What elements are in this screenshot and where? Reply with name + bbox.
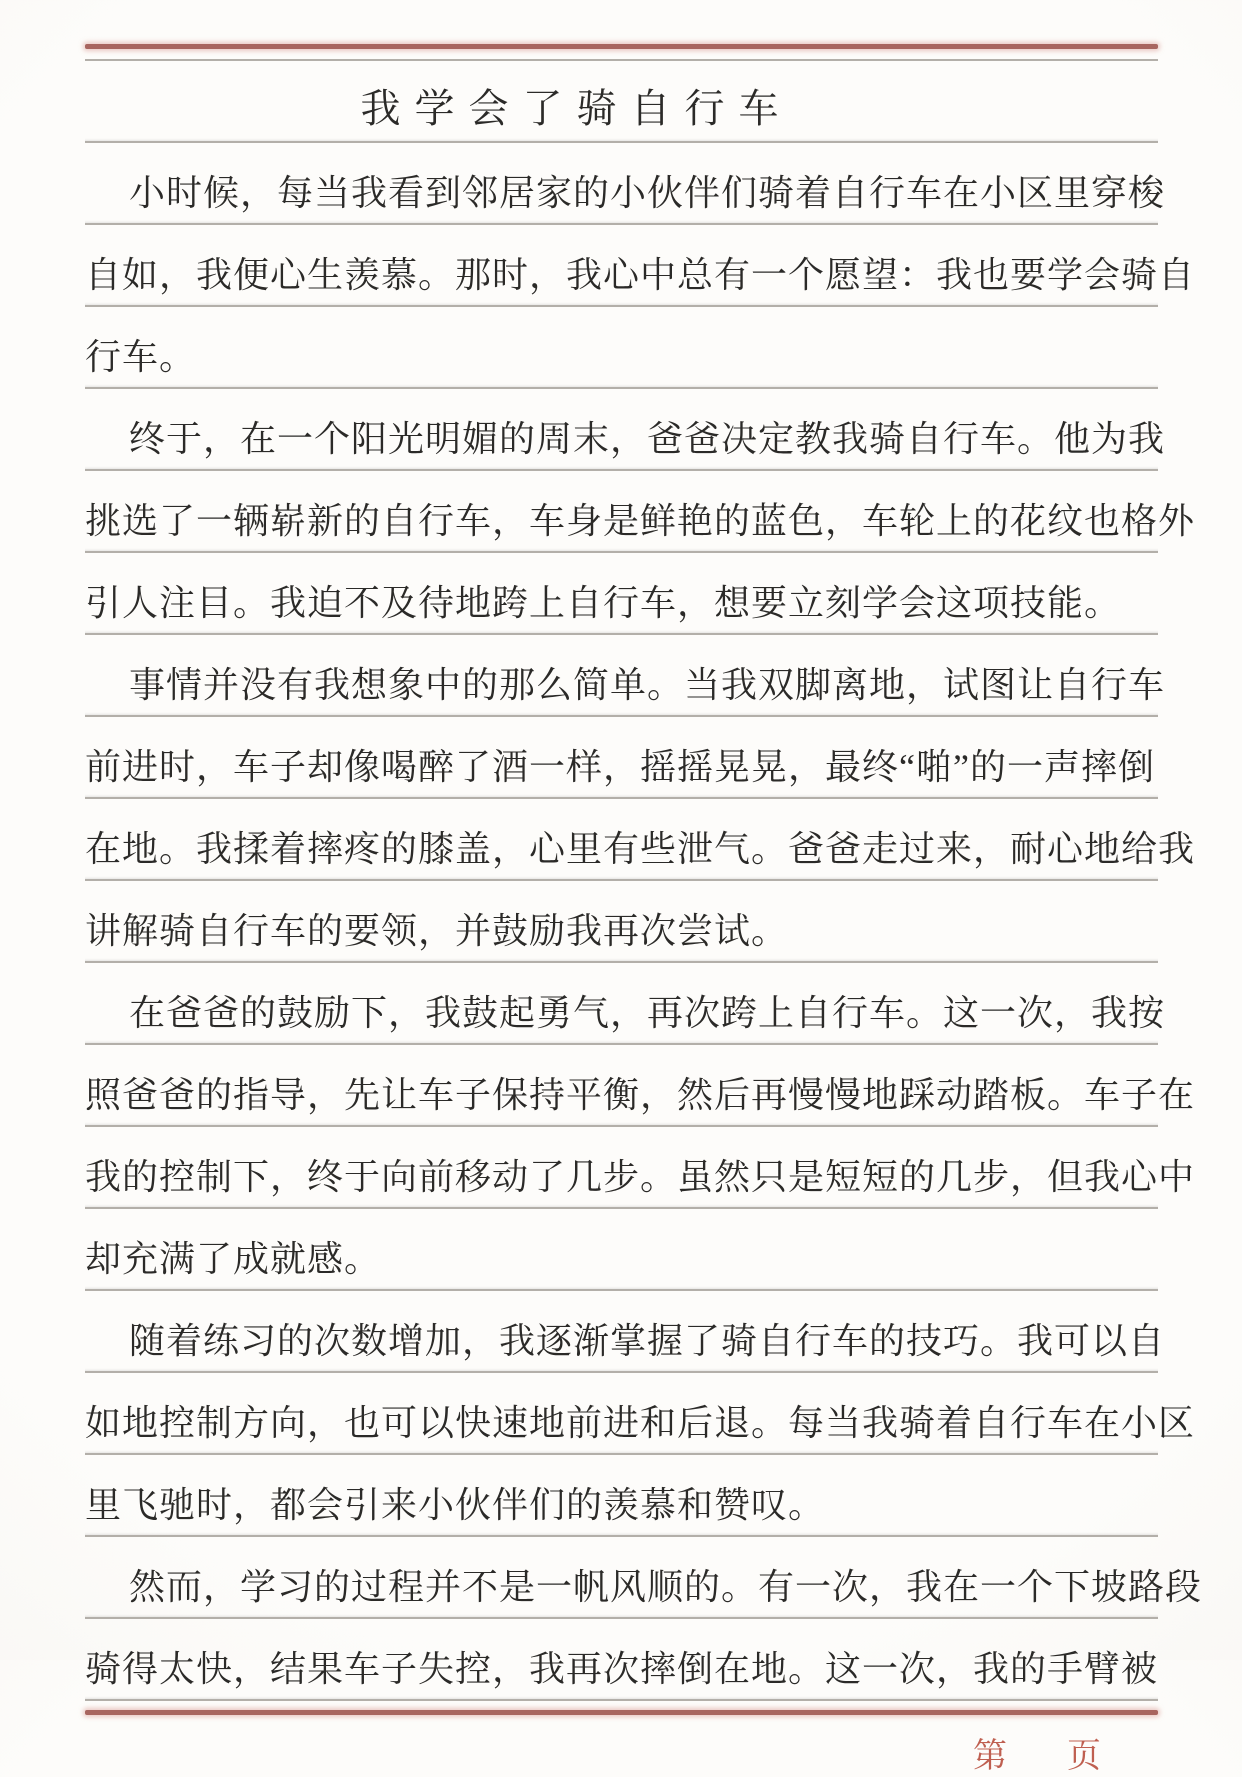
essay-line: 终于，在一个阳光明媚的周末，爸爸决定教我骑自行车。他为我: [85, 389, 1158, 471]
essay-line: 小时候，每当我看到邻居家的小伙伴们骑着自行车在小区里穿梭: [85, 143, 1158, 225]
top-margin-line: [85, 44, 1158, 49]
essay-line: 前进时，车子却像喝醉了酒一样，摇摇晃晃，最终“啪”的一声摔倒: [85, 717, 1158, 799]
essay-line: 如地控制方向，也可以快速地前进和后退。每当我骑着自行车在小区: [85, 1373, 1158, 1455]
page-footer: [85, 1728, 1158, 1777]
essay-line: 在地。我揉着摔疼的膝盖，心里有些泄气。爸爸走过来，耐心地给我: [85, 799, 1158, 881]
essay-line: 骑得太快，结果车子失控，我再次摔倒在地。这一次，我的手臂被: [85, 1619, 1158, 1701]
essay-line: 然而，学习的过程并不是一帆风顺的。有一次，我在一个下坡路段: [85, 1537, 1158, 1619]
essay-title: 我学会了骑自行车: [85, 61, 1158, 143]
essay-line: 里飞驰时，都会引来小伙伴们的羡慕和赞叹。: [85, 1455, 1158, 1537]
essay-line: 引人注目。我迫不及待地跨上自行车，想要立刻学会这项技能。: [85, 553, 1158, 635]
essay-line: 我的控制下，终于向前移动了几步。虽然只是短短的几步，但我心中: [85, 1127, 1158, 1209]
page-label-prefix: 第: [973, 1738, 1009, 1775]
writing-area: [85, 44, 1203, 1777]
essay-line: 自如，我便心生羡慕。那时，我心中总有一个愿望：我也要学会骑自: [85, 225, 1158, 307]
essay-line: 挑选了一辆崭新的自行车，车身是鲜艳的蓝色，车轮上的花纹也格外: [85, 471, 1158, 553]
essay-line: 在爸爸的鼓励下，我鼓起勇气，再次跨上自行车。这一次，我按: [85, 963, 1158, 1045]
bottom-margin-line: [85, 1710, 1158, 1715]
essay-line: 事情并没有我想象中的那么简单。当我双脚离地，试图让自行车: [85, 635, 1158, 717]
essay-line: 随着练习的次数增加，我逐渐掌握了骑自行车的技巧。我可以自: [85, 1291, 1158, 1373]
essay-line: 却充满了成就感。: [85, 1209, 1158, 1291]
page-label-suffix: 页: [1067, 1738, 1103, 1775]
essay-line: 照爸爸的指导，先让车子保持平衡，然后再慢慢地踩动踏板。车子在: [85, 1045, 1158, 1127]
ruled-rows: [85, 59, 1203, 1701]
essay-line: 讲解骑自行车的要领，并鼓励我再次尝试。: [85, 881, 1158, 963]
essay-line: 行车。: [85, 307, 1158, 389]
